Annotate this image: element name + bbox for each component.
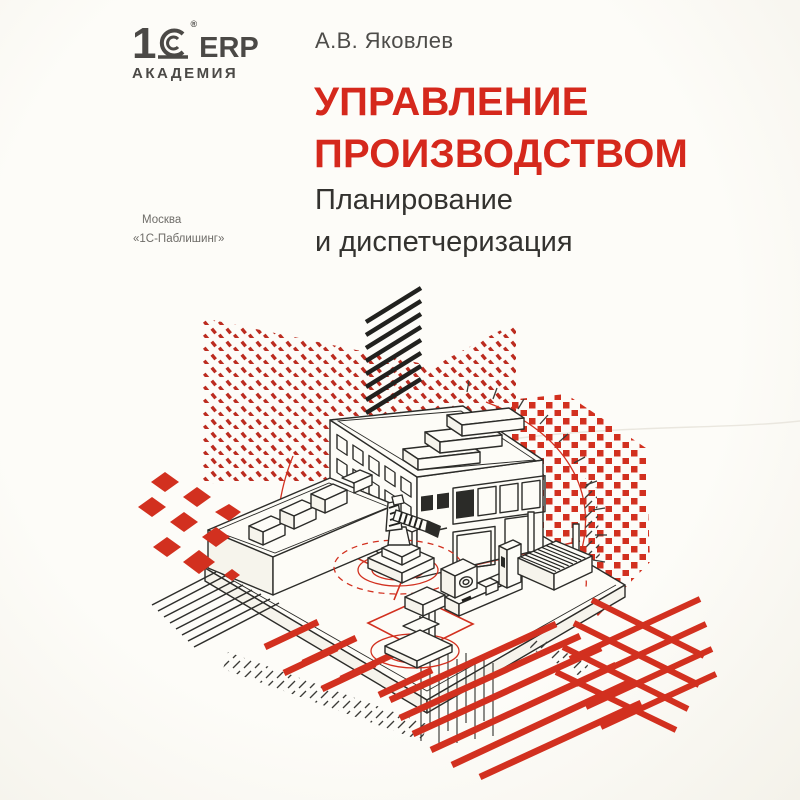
subtitle-line-2: и диспетчеризация: [315, 225, 573, 258]
logo-digit: 1: [132, 19, 155, 68]
imprint-publisher: «1С-Паблишинг»: [133, 232, 225, 245]
author-name: А.В. Яковлев: [315, 28, 454, 53]
imprint-city: Москва: [142, 214, 182, 226]
subtitle-line-1: Планирование: [315, 184, 513, 216]
title-line-2: ПРОИЗВОДСТВОМ: [314, 132, 689, 176]
title-line-1: УПРАВЛЕНИЕ: [314, 80, 589, 124]
registered-icon: ®: [190, 19, 198, 30]
logo-subline: АКАДЕМИЯ: [132, 65, 239, 83]
logo-product: ERP: [199, 32, 259, 65]
